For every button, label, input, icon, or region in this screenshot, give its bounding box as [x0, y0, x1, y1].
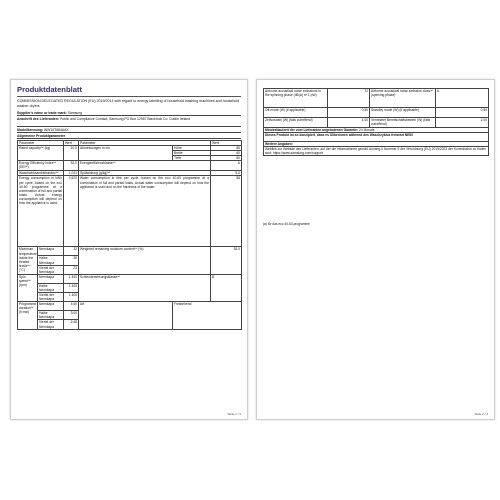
load-label: Viertel der Nennkapa — [38, 293, 64, 302]
spin-speed-value: 1 400 — [64, 274, 79, 283]
max-temp-value: 23 — [64, 265, 79, 274]
energy-class-label: Energieeffizienzklasse⁽ᵃ⁾ — [79, 161, 211, 171]
eei-label: Energy Efficiency Index⁽ᵃ⁾ (EEIᵂ) — [18, 161, 64, 171]
model-label: Modellkennung: — [17, 128, 43, 132]
model-row — [17, 128, 241, 133]
address-row — [17, 117, 241, 127]
header-wert-2: Wert — [211, 141, 242, 146]
networked-standby-value: 2,00 — [436, 118, 489, 128]
delay-start-label: Zeitvorwahl (W) (falls zutreffend) — [264, 118, 328, 128]
load-label: Nennkapa — [38, 274, 64, 283]
further-info-label: Weitere Angaben: — [264, 142, 489, 147]
energy-consumption-label: Energy consumption in kWh per cycle, based on the eco 40-60 programme at a combination of full and partial loads. Actual energy consumption will depend on how the appliance is used. — [18, 176, 64, 247]
supplier-row — [17, 111, 241, 116]
eei-value: 52,0 — [64, 161, 79, 171]
page-number: Seite 2 / 2 — [474, 412, 488, 416]
load-label: Halbe Nennkapa — [38, 283, 64, 292]
breite-value: 60 — [211, 151, 242, 156]
guarantee-value: 24 Monate — [358, 128, 375, 132]
water-consumption-value: 58 — [211, 176, 242, 247]
load-label: Halbe Nennkapa — [38, 256, 64, 265]
art-label: Art — [79, 302, 173, 329]
max-temp-label: Maximum temperature inside the treated textile⁽ᵃ⁾ (°C) — [18, 247, 38, 274]
document-title: Produktdatenblatt — [17, 85, 82, 94]
standby-value: 0,50 — [436, 108, 489, 118]
breite-label: Breite — [173, 151, 211, 156]
max-temp-value: 32 — [64, 247, 79, 256]
duration-value: 2:48 — [64, 320, 79, 329]
noise-power-table — [263, 88, 489, 156]
rated-capacity-label: Rated capacity⁽ᵃ⁾ (kg) — [18, 146, 64, 161]
airborne-class-label: Airborne acoustical noise emission class⁽ᵃ⁾ (spinning phase) — [370, 89, 436, 108]
rinse-label: Spülwirkung (g/kg)⁽ᵃ⁾ — [79, 171, 211, 176]
supplier-value: Samsung — [67, 111, 83, 115]
header-parameter-2: Parameter — [79, 141, 211, 146]
spin-speed-label: Spin speed⁽ᵃ⁾ (rpm) — [18, 274, 38, 301]
delay-start-value: 4,00 — [328, 118, 370, 128]
header-parameter: Parameter — [18, 141, 64, 146]
airborne-noise-label: Airborne acoustical noise emissions in the spinning phase (dB(A) re 1 pW) — [264, 89, 328, 108]
rinse-value: 5,0 — [211, 171, 242, 176]
energy-consumption-value: 0,523 — [64, 176, 79, 247]
supplier-label: Supplier's name or trade mark: — [17, 111, 67, 115]
model-value: WW10T684AAX — [43, 128, 69, 132]
load-label: Nennkapa — [38, 247, 64, 256]
weighted-moisture-value: 53,0 — [211, 247, 242, 274]
spin-speed-value: 1 400 — [64, 283, 79, 292]
networked-standby-label: Vernetzter Bereitschaftsbetrieb (W) (falls zutreffend) — [370, 118, 436, 128]
standby-label: Standby mode (W) (if applicable) — [370, 108, 436, 118]
wash-index-label: Waschwirksamkeitsindex⁽ᵃ⁾ — [18, 171, 64, 176]
spin-class-label: Schleuderwirkungsklasse⁽ᵃ⁾ — [79, 274, 211, 301]
general-params-heading: Allgemeine Produktparameter — [17, 134, 66, 138]
spin-speed-value: 1 400 — [64, 293, 79, 302]
duration-value: 3:00 — [64, 311, 79, 320]
rated-capacity-value: 10,5 — [64, 146, 79, 161]
silver-ions-value: NEIN — [404, 133, 413, 138]
weighted-moisture-label: Weighted remaining moisture content⁽ᵃ⁾ (%) — [79, 247, 211, 274]
duration-value: 4:00 — [64, 302, 79, 311]
airborne-class-value: A — [436, 89, 489, 108]
hoehe-value: 85 — [211, 146, 242, 151]
parameters-table — [17, 140, 242, 330]
load-label: Nennkapa — [38, 302, 64, 311]
wash-index-value: 1,031 — [64, 171, 79, 176]
load-label: Halbe Nennkapa — [38, 311, 64, 320]
address-value: Public and Compliance Contact, Samsung PO Box 12987 Blackrock Co. Dublin Ireland — [59, 117, 191, 121]
tiefe-value: 60 — [211, 156, 242, 161]
silver-ions-row — [264, 133, 489, 142]
art-value: Freistehend — [173, 302, 242, 329]
regulation-text: COMMISSION DELEGATED REGULATION (EU) 2019/2014 with regard to energy labelling of household washing machines and household washer dryers — [17, 99, 240, 108]
spin-class-value: B — [211, 274, 242, 301]
load-label: Viertel der Nennkapa — [38, 320, 64, 329]
address-label: Anschrift des Lieferanten: — [17, 117, 60, 121]
hoehe-label: Höhe — [173, 146, 211, 151]
silver-ions-label: Dieses Produkt ist so konzipiert, dass es Silberionen während des Waschzyklus freisetzt — [265, 133, 404, 138]
off-mode-label: Off-mode (W) (if applicable) — [264, 108, 328, 118]
title-rule — [17, 96, 241, 97]
max-temp-value: 28 — [64, 256, 79, 265]
water-consumption-label: Water consumption in litre per cycle, based on the eco 40-60 programme at a combination of full and partial loads. Actual water consumption will depend on how the appliance is used and on the hardness of the water. — [79, 176, 211, 247]
header-wert: Wert — [64, 141, 79, 146]
load-label: Viertel der Nennkapa — [38, 265, 64, 274]
datasheet-page-2 — [256, 79, 495, 420]
footnote: (a) für das eco 40-60-programme — [263, 222, 310, 226]
tiefe-label: Tiefe — [173, 156, 211, 161]
general-params-row — [17, 134, 241, 139]
off-mode-value: 0,50 — [328, 108, 370, 118]
duration-label: Programme duration⁽ᵃ⁾ (h:min) — [18, 302, 38, 329]
page-number: Seite 1 / 2 — [227, 412, 241, 416]
guarantee-label: Mindestlaufzeit der vom Lieferanten angebotenen Garantie: — [265, 128, 359, 132]
dimensions-label: Abmessungen in cm — [79, 146, 173, 161]
further-info-text: Weblink zur Website des Lieferanten, auf der die Informationen gemäß Anhang II Nummer 9 der Verordnung (EU) 2019/2023 der Kommission zu finden sind: https://www.samsung.com/support — [264, 147, 489, 156]
airborne-noise-value: 72 — [328, 89, 370, 108]
energy-class-value: A — [211, 161, 242, 171]
datasheet-page-1 — [10, 79, 248, 420]
